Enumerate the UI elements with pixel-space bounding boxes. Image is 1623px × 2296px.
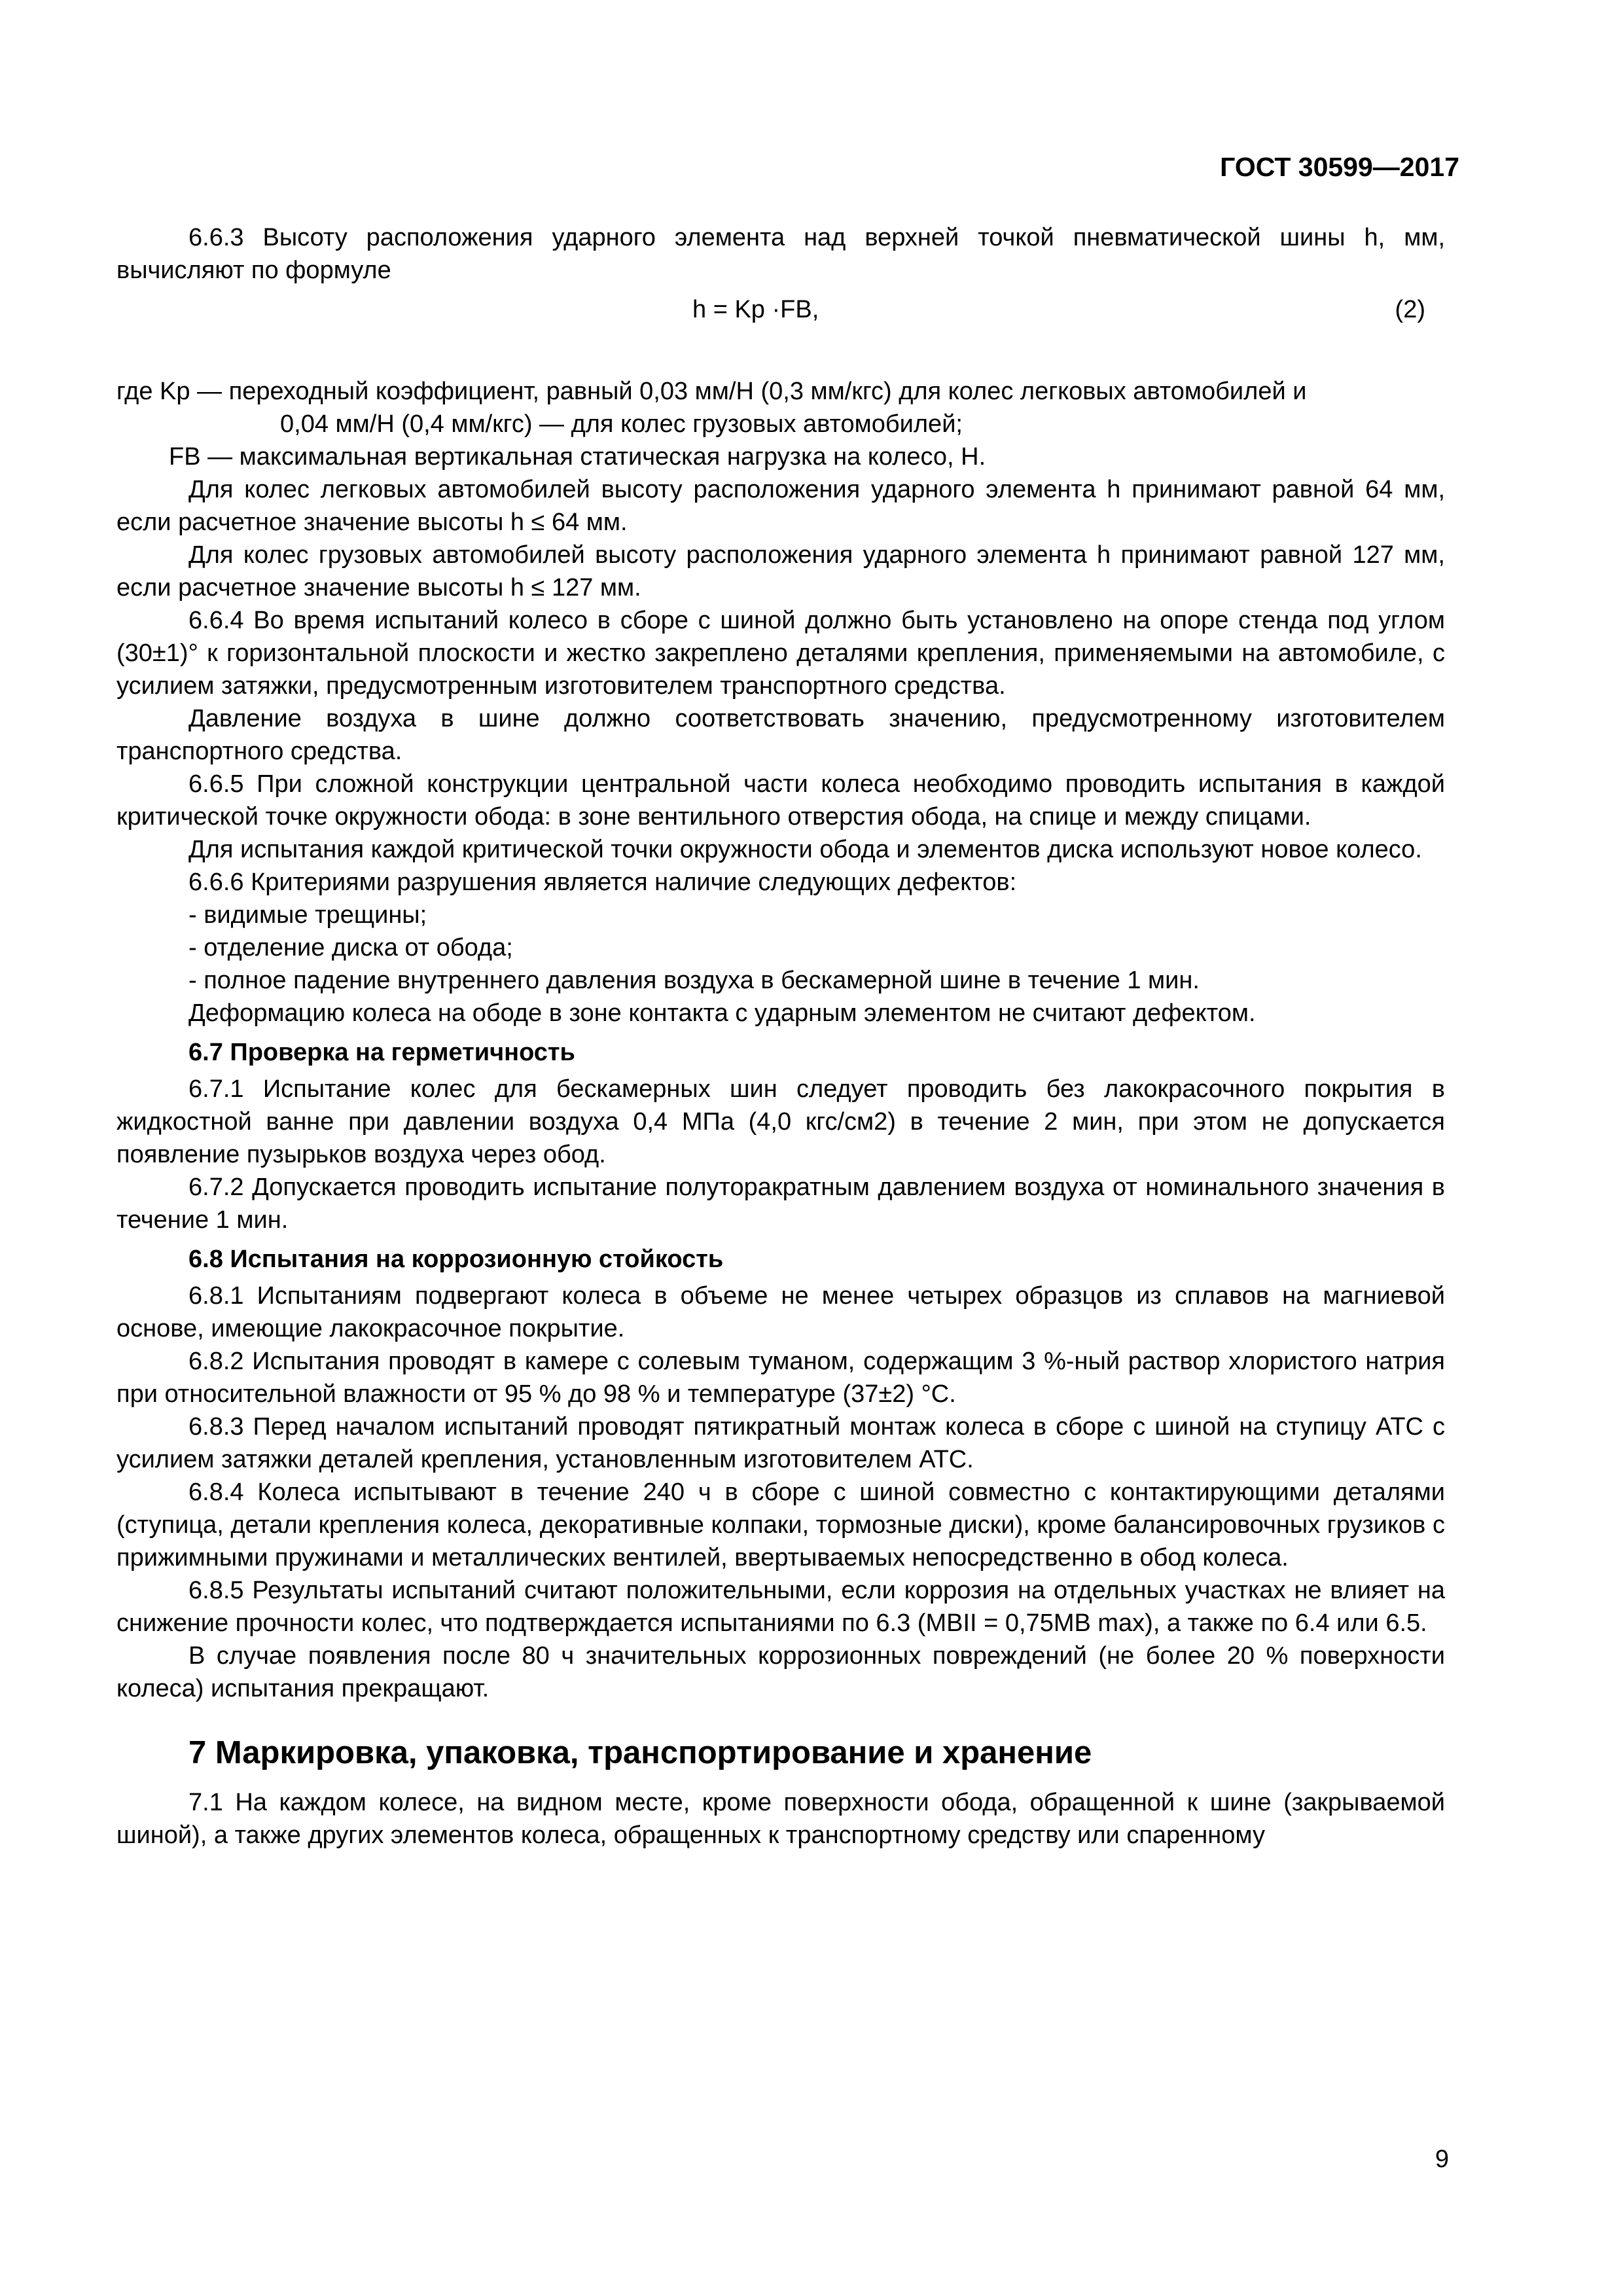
list-item: - отделение диска от обода; [188, 934, 513, 961]
paragraph-6-6-3: 6.6.3 Высоту расположения ударного элемента над верхней точкой пневматической шины h, мм, вычисляют по формуле [116, 224, 1445, 284]
formula-definitions [116, 375, 1445, 473]
paragraph-7-1: 7.1 На каждом колесе, на видном месте, кроме поверхности обода, обращенной к шине (закрываемой шиной), а также других элементов колеса, обращенных к транспортному средству или спаренному [116, 1789, 1445, 1849]
standard-header: ГОСТ 30599—2017 [1220, 152, 1459, 182]
heading-6-8: 6.8 Испытания на коррозионную стойкость [188, 1246, 724, 1273]
paragraph-new-wheel: Для испытания каждой критической точки окружности обода и элементов диска используют новое колесо. [188, 836, 1422, 863]
paragraph-6-8-1: 6.8.1 Испытаниям подвергают колеса в объеме не менее четырех образцов из сплавов на магниевой основе, имеющие лакокрасочное покрытие. [116, 1282, 1445, 1342]
heading-section-7: 7 Маркировка, упаковка, транспортирование и хранение [188, 1735, 1092, 1770]
definition-fb: FB — максимальная вертикальная статическая нагрузка на колесо, Н. [169, 443, 986, 471]
paragraph-cars: Для колес легковых автомобилей высоту расположения ударного элемента h принимают равной 64 мм, если расчетное значение высоты h ≤ 64 мм. [116, 476, 1445, 536]
list-item: - видимые трещины; [188, 901, 427, 929]
paragraph-6-6-4: 6.6.4 Во время испытаний колесо в сборе с шиной должно быть установлено на опоре стенда под углом (30±1)° к горизонтальной плоскости и жестко закреплено деталями крепления, применяемыми на автомобиле, с усилием затяжки, предусмотренным изготовителем транспортного средства. [116, 607, 1445, 700]
paragraph-deformation: Деформацию колеса на ободе в зоне контакта с ударным элементом не считают дефектом. [188, 999, 1256, 1027]
paragraph-6-6-5: 6.6.5 При сложной конструкции центральной части колеса необходимо проводить испытания в каждой критической точке окружности обода: в зоне вентильного отверстия обода, на спице и между спицами. [116, 770, 1445, 831]
document-body [116, 221, 1445, 1852]
paragraph-80-hours: В случае появления после 80 ч значительных коррозионных повреждений (не более 20 % поверхности колеса) испытания прекращают. [116, 1642, 1445, 1702]
paragraph-6-6-6: 6.6.6 Критериями разрушения является наличие следующих дефектов: [188, 869, 1017, 896]
paragraph-6-8-3: 6.8.3 Перед началом испытаний проводят пятикратный монтаж колеса в сборе с шиной на ступицу АТС с усилием затяжки деталей крепления, установленным изготовителем АТС. [116, 1413, 1445, 1473]
paragraph-6-8-2: 6.8.2 Испытания проводят в камере с солевым туманом, содержащим 3 %-ный раствор хлористого натрия при относительной влажности от 95 % до 98 % и температуре (37±2) °С. [116, 1348, 1445, 1408]
paragraph-6-8-4: 6.8.4 Колеса испытывают в течение 240 ч в сборе с шиной совместно с контактирующими деталями (ступица, детали крепления колеса, декоративные колпаки, тормозные диски), кроме балансировочных грузиков с прижимными пружинами и металлических вентилей, ввертываемых непосредственно в обод колеса. [116, 1479, 1445, 1571]
paragraph-6-7-1: 6.7.1 Испытание колес для бескамерных шин следует проводить без лакокрасочного покрытия в жидкостной ванне при давлении воздуха 0,4 МПа (4,0 кгс/см2) в течение 2 мин, при этом не допускается появление пузырьков воздуха через обод. [116, 1075, 1445, 1168]
heading-6-7: 6.7 Проверка на герметичность [188, 1039, 575, 1066]
paragraph-6-8-5: 6.8.5 Результаты испытаний считают положительными, если коррозия на отдельных участках не влияет на снижение прочности колес, что подтверждается испытаниями по 6.3 (MBII = 0,75MB max), а также по 6.4 или 6.5. [116, 1577, 1445, 1637]
formula-number: (2) [1395, 296, 1425, 323]
definition-kp-line2: 0,04 мм/Н (0,4 мм/кгс) — для колес грузовых автомобилей; [280, 410, 963, 438]
formula-2 [116, 290, 1445, 362]
definition-kp-line1: где Kp — переходный коэффициент, равный 0,03 мм/Н (0,3 мм/кгс) для колес легковых автомобилей и [116, 378, 1307, 405]
formula-expression: h = Kp ·FB, [692, 296, 819, 323]
paragraph-trucks: Для колес грузовых автомобилей высоту расположения ударного элемента h принимают равной 127 мм, если расчетное значение высоты h ≤ 127 мм. [116, 541, 1445, 601]
list-item: - полное падение внутреннего давления воздуха в бескамерной шине в течение 1 мин. [188, 967, 1200, 994]
paragraph-6-7-2: 6.7.2 Допускается проводить испытание полуторакратным давлением воздуха от номинального значения в течение 1 мин. [116, 1174, 1445, 1234]
page-number: 9 [1435, 2145, 1449, 2173]
paragraph-pressure: Давление воздуха в шине должно соответствовать значению, предусмотренному изготовителем транспортного средства. [116, 705, 1445, 765]
